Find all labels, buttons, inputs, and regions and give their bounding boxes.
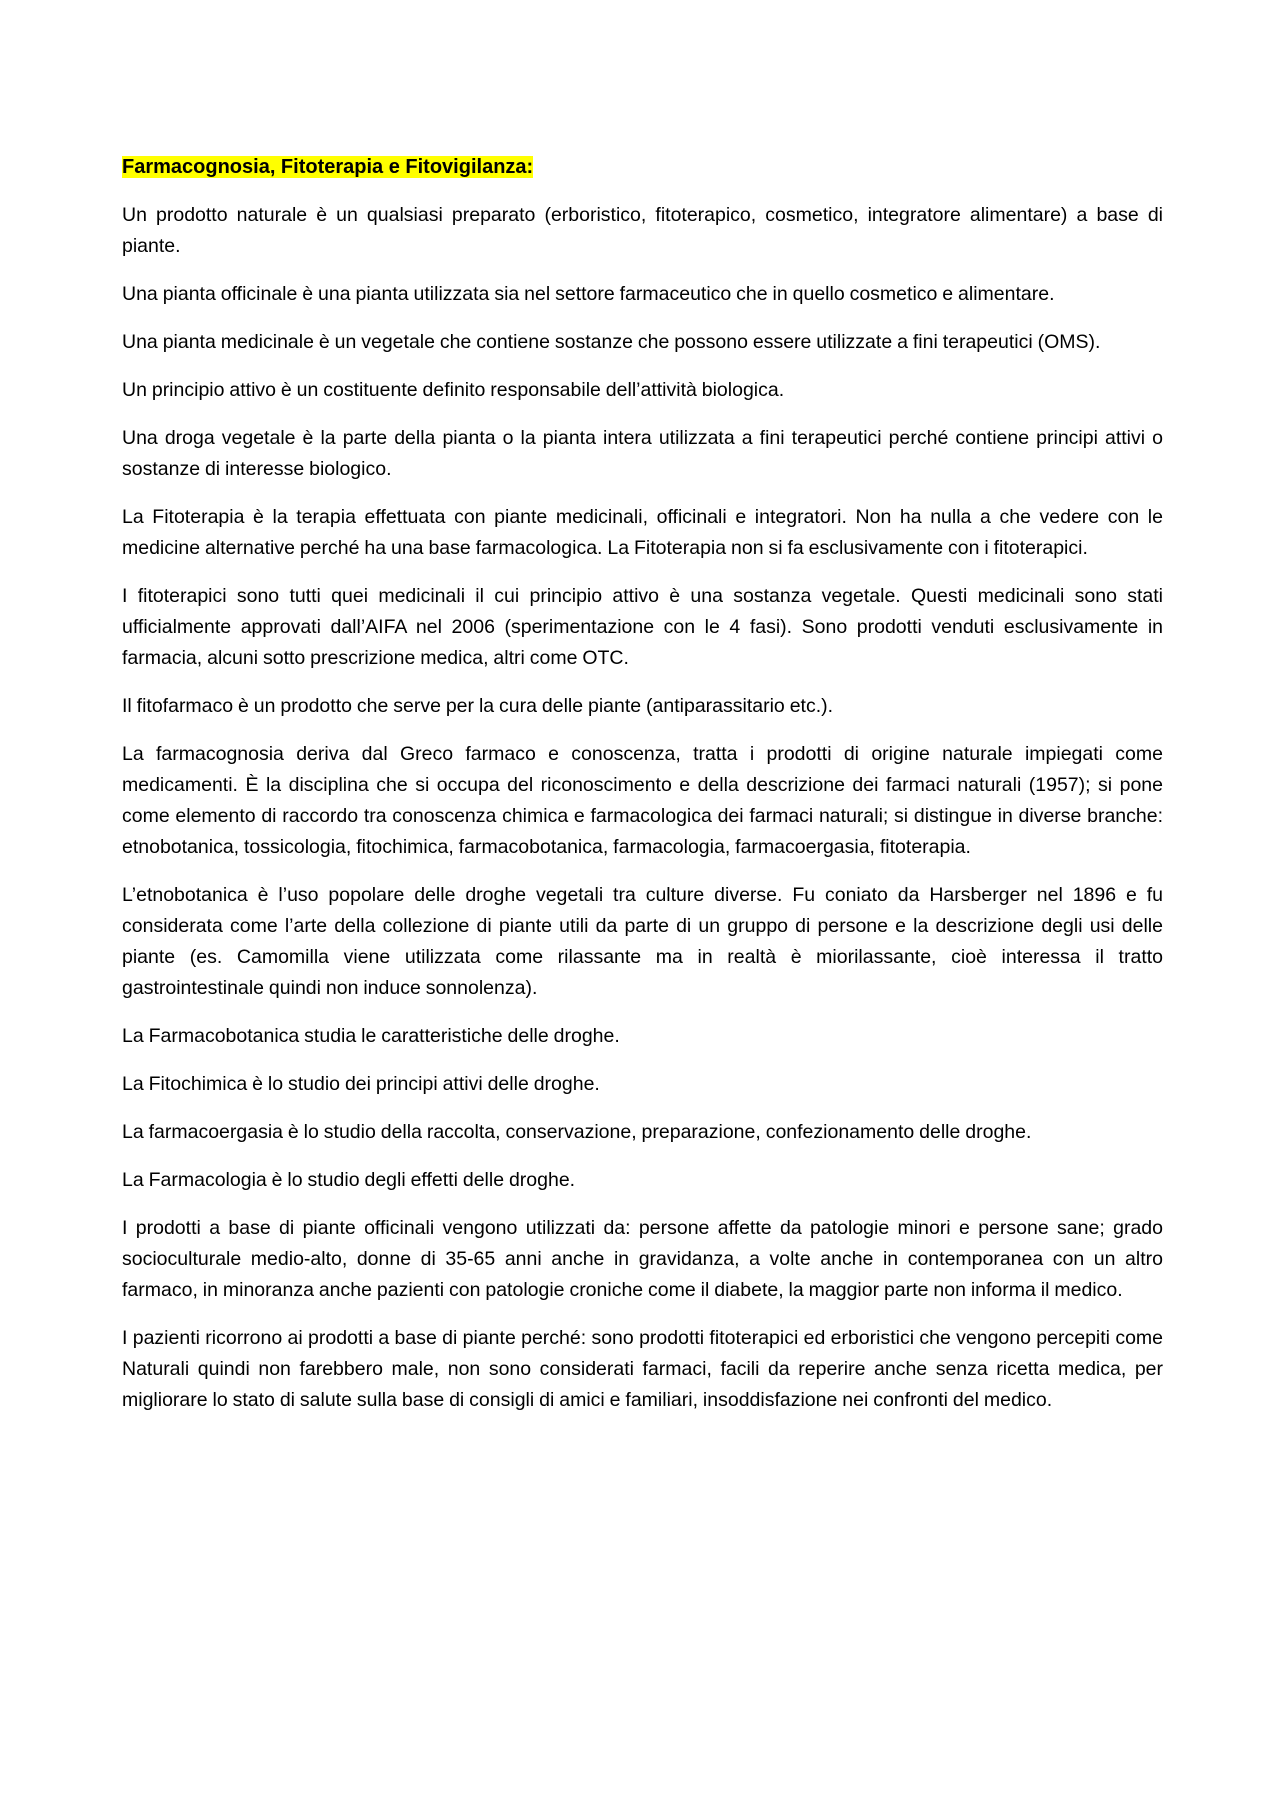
paragraph-principio-attivo: Un principio attivo è un costituente definito responsabile dell’attività biologica. <box>122 379 785 401</box>
paragraph-motivazioni: I pazienti ricorrono ai prodotti a base di piante perché: sono prodotti fitoterapici ed erboristici che vengono percepiti come Naturali quindi non farebbero male, non sono considerati farmaci, facili da reperire anche senza ricetta medica, per migliorare lo stato di salute sulla base di consigli di amici e familiari, insoddisfazione nei confronti del medico. <box>122 1327 1163 1411</box>
paragraph-farmacoergasia: La farmacoergasia è lo studio della raccolta, conservazione, preparazione, confezionamento delle droghe. <box>122 1121 1032 1143</box>
paragraph-fitochimica: La Fitochimica è lo studio dei principi attivi delle droghe. <box>122 1073 600 1095</box>
paragraph-etnobotanica: L’etnobotanica è l’uso popolare delle droghe vegetali tra culture diverse. Fu coniato da Harsberger nel 1896 e fu considerata come l’arte della collezione di piante utili da parte di un gruppo di persone e la descrizione degli usi delle piante (es. Camomilla viene utilizzata come rilassante ma in realtà è miorilassante, cioè interessa il tratto gastrointestinale quindi non induce sonnolenza). <box>122 884 1163 999</box>
paragraph-utilizzatori: I prodotti a base di piante officinali vengono utilizzati da: persone affette da patologie minori e persone sane; grado socioculturale medio-alto, donne di 35-65 anni anche in gravidanza, a volte anche in contemporanea con un altro farmaco, in minoranza anche pazienti con patologie croniche come il diabete, la maggior parte non informa il medico. <box>122 1217 1163 1301</box>
document-heading <box>122 152 1163 183</box>
paragraph-fitoterapici: I fitoterapici sono tutti quei medicinali il cui principio attivo è una sostanza vegetale. Questi medicinali sono stati ufficialmente approvati dall’AIFA nel 2006 (sperimentazione con le 4 fasi). Sono prodotti venduti esclusivamente in farmacia, alcuni sotto prescrizione medica, altri come OTC. <box>122 585 1163 669</box>
paragraph-prodotto-naturale: Un prodotto naturale è un qualsiasi preparato (erboristico, fitoterapico, cosmetico, integratore alimentare) a base di piante. <box>122 204 1163 257</box>
paragraph-farmacologia: La Farmacologia è lo studio degli effetti delle droghe. <box>122 1169 576 1191</box>
paragraph-fitofarmaco: Il fitofarmaco è un prodotto che serve per la cura delle piante (antiparassitario etc.). <box>122 695 834 717</box>
paragraph-droga-vegetale: Una droga vegetale è la parte della pianta o la pianta intera utilizzata a fini terapeutici perché contiene principi attivi o sostanze di interesse biologico. <box>122 427 1163 480</box>
paragraph-pianta-officinale: Una pianta officinale è una pianta utilizzata sia nel settore farmaceutico che in quello cosmetico e alimentare. <box>122 283 1055 305</box>
paragraph-pianta-medicinale: Una pianta medicinale è un vegetale che contiene sostanze che possono essere utilizzate a fini terapeutici (OMS). <box>122 331 1101 353</box>
heading-highlight: Farmacognosia, Fitoterapia e Fitovigilanza: <box>122 156 534 178</box>
paragraph-fitoterapia: La Fitoterapia è la terapia effettuata con piante medicinali, officinali e integratori. Non ha nulla a che vedere con le medicine alternative perché ha una base farmacologica. La Fitoterapia non si fa esclusivamente con i fitoterapici. <box>122 506 1163 559</box>
paragraph-farmacognosia: La farmacognosia deriva dal Greco farmaco e conoscenza, tratta i prodotti di origine naturale impiegati come medicamenti. È la disciplina che si occupa del riconoscimento e della descrizione dei farmaci naturali (1957); si pone come elemento di raccordo tra conoscenza chimica e farmacologica dei farmaci naturali; si distingue in diverse branche: etnobotanica, tossicologia, fitochimica, farmacobotanica, farmacologia, farmacoergasia, fitoterapia. <box>122 743 1163 858</box>
paragraph-farmacobotanica: La Farmacobotanica studia le caratteristiche delle droghe. <box>122 1025 620 1047</box>
